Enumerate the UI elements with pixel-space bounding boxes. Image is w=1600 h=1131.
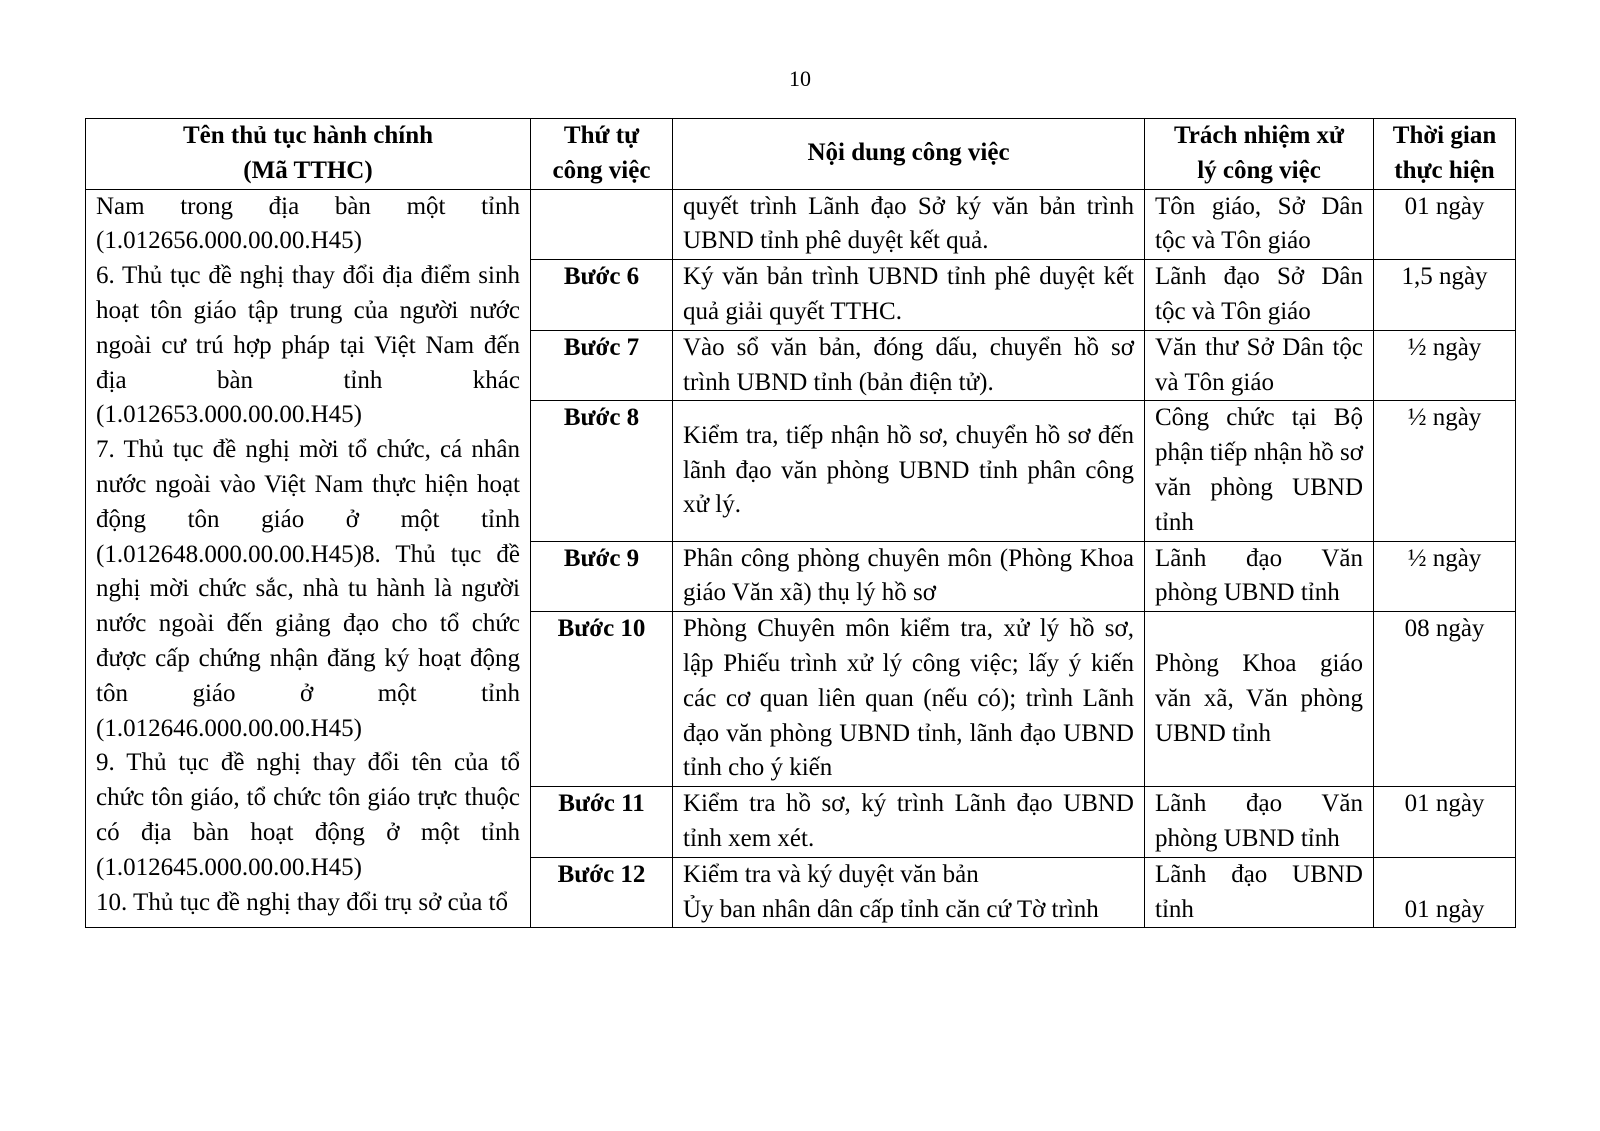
content-cell: Ký văn bản trình UBND tỉnh phê duyệt kết quả giải quyết TTHC. — [673, 260, 1145, 331]
content-cell: Phân công phòng chuyên môn (Phòng Khoa giáo Văn xã) thụ lý hồ sơ — [673, 541, 1145, 612]
header-work-content: Nội dung công việc — [673, 119, 1145, 190]
content-cell: Phòng Chuyên môn kiểm tra, xử lý hồ sơ, lập Phiếu trình xử lý công việc; lấy ý kiến các cơ quan liên quan (nếu có); trình Lãnh đạo văn phòng UBND tỉnh, lãnh đạo UBND tỉnh cho ý kiến — [673, 612, 1145, 787]
step-cell: Bước 8 — [531, 401, 673, 541]
responsibility-cell: Phòng Khoa giáo văn xã, Văn phòng UBND tỉnh — [1145, 612, 1374, 787]
procedure-names-cell — [86, 189, 531, 928]
header-responsibility: Trách nhiệm xử lý công việc — [1145, 119, 1374, 190]
duration-cell: 1,5 ngày — [1374, 260, 1516, 331]
content-cell: Kiểm tra, tiếp nhận hồ sơ, chuyển hồ sơ đến lãnh đạo văn phòng UBND tỉnh phân công xử lý. — [673, 401, 1145, 541]
step-cell: Bước 12 — [531, 857, 673, 928]
content-cell: quyết trình Lãnh đạo Sở ký văn bản trình UBND tỉnh phê duyệt kết quả. — [673, 189, 1145, 260]
header-duration: Thời gian thực hiện — [1374, 119, 1516, 190]
content-cell: Kiểm tra hồ sơ, ký trình Lãnh đạo UBND tỉnh xem xét. — [673, 787, 1145, 858]
responsibility-cell: Văn thư Sở Dân tộc và Tôn giáo — [1145, 330, 1374, 401]
responsibility-cell: Lãnh đạo Văn phòng UBND tỉnh — [1145, 541, 1374, 612]
header-procedure-name: Tên thủ tục hành chính (Mã TTHC) — [86, 119, 531, 190]
content-cell: Vào sổ văn bản, đóng dấu, chuyển hồ sơ trình UBND tỉnh (bản điện tử). — [673, 330, 1145, 401]
duration-cell: ½ ngày — [1374, 330, 1516, 401]
procedure-item: Nam trong địa bàn một tỉnh (1.012656.000.00.00.H45) — [96, 192, 520, 255]
responsibility-cell: Lãnh đạo UBND tỉnh — [1145, 857, 1374, 928]
responsibility-cell: Lãnh đạo Văn phòng UBND tỉnh — [1145, 787, 1374, 858]
duration-cell: 08 ngày — [1374, 612, 1516, 787]
procedure-item: 10. Thủ tục đề nghị thay đổi trụ sở của tổ — [96, 888, 508, 916]
step-cell: Bước 10 — [531, 612, 673, 787]
step-cell: Bước 7 — [531, 330, 673, 401]
step-cell: Bước 11 — [531, 787, 673, 858]
procedure-item: (1.012646.000.00.00.H45) — [96, 714, 362, 742]
procedure-item: 9. Thủ tục đề nghị thay đổi tên của tổ chức tôn giáo, tổ chức tôn giáo trực thuộc có địa bàn hoạt động ở một tỉnh (1.012645.000.00.00.H45) — [96, 749, 520, 881]
responsibility-cell: Lãnh đạo Sở Dân tộc và Tôn giáo — [1145, 260, 1374, 331]
duration-cell: 01 ngày — [1374, 787, 1516, 858]
procedure-item: 6. Thủ tục đề nghị thay đổi địa điểm sinh hoạt tôn giáo tập trung của người nước ngoài cư trú hợp pháp tại Việt Nam đến địa bàn tỉnh khác (1.012653.000.00.00.H45) — [96, 262, 520, 429]
content-cell: Kiểm tra và ký duyệt văn bản Ủy ban nhân dân cấp tỉnh căn cứ Tờ trình — [673, 857, 1145, 928]
procedure-item: 7. Thủ tục đề nghị mời tổ chức, cá nhân nước ngoài vào Việt Nam thực hiện hoạt động tôn giáo ở một tỉnh (1.012648.000.00.00.H45)8. Thủ tục đề nghị mời chức sắc, nhà tu hành là người nước ngoài đến giảng đạo cho tổ chức được cấp chứng nhận đăng ký hoạt động tôn giáo ở một tỉnh — [96, 436, 520, 707]
header-step-order: Thứ tự công việc — [531, 119, 673, 190]
table-row — [86, 189, 1516, 260]
duration-cell: 01 ngày — [1374, 189, 1516, 260]
duration-cell: ½ ngày — [1374, 541, 1516, 612]
table-header-row — [86, 119, 1516, 190]
step-cell: Bước 9 — [531, 541, 673, 612]
step-cell — [531, 189, 673, 260]
duration-cell: 01 ngày — [1374, 857, 1516, 928]
responsibility-cell: Tôn giáo, Sở Dân tộc và Tôn giáo — [1145, 189, 1374, 260]
responsibility-cell: Công chức tại Bộ phận tiếp nhận hồ sơ văn phòng UBND tỉnh — [1145, 401, 1374, 541]
step-cell: Bước 6 — [531, 260, 673, 331]
procedure-table — [85, 118, 1516, 928]
duration-cell: ½ ngày — [1374, 401, 1516, 541]
page-number: 10 — [789, 66, 811, 91]
